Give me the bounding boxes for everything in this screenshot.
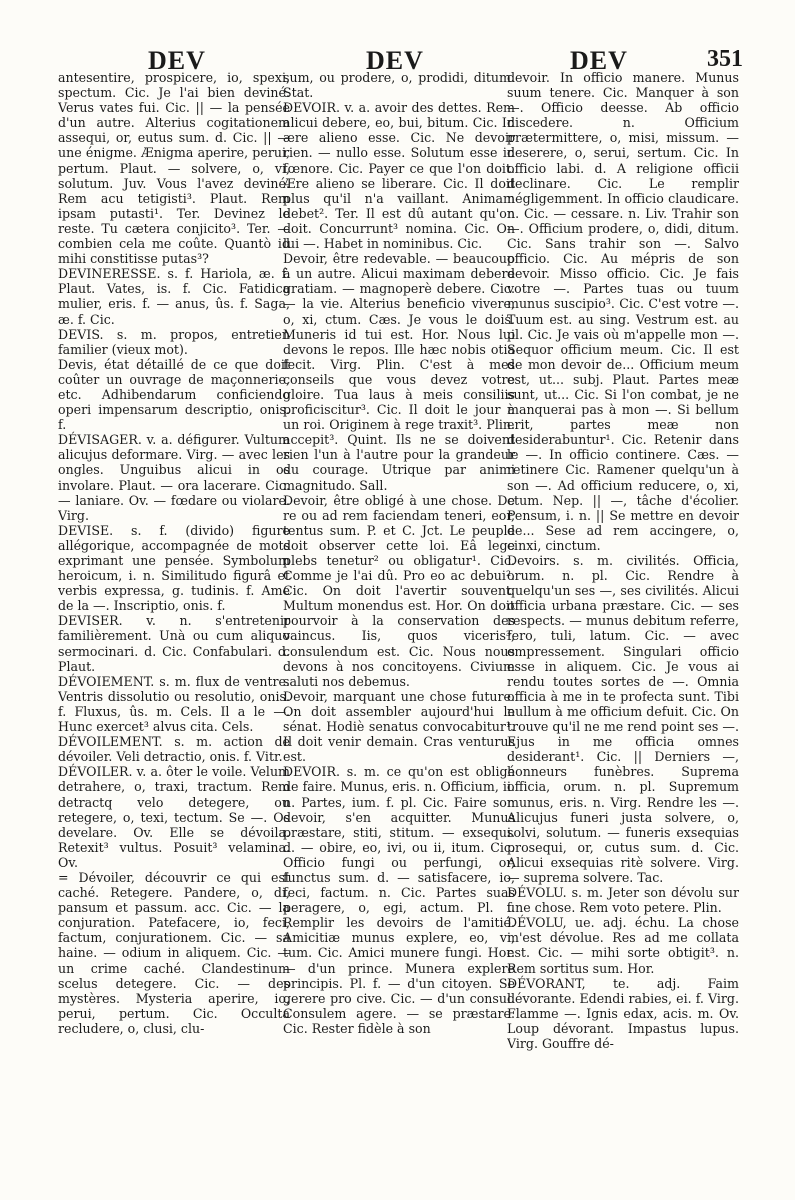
entry-text: DÉVOILER. v. a. ôter le voile. Velum detrahere, o, traxi, tractum. Rem detractq velo detegere, ou retegere, o, texi, tectum. Se —. Os develare. Ov. Elle se dévoila. Retexit³ vultus. Posuit³ velamina. Ov. [58, 764, 290, 870]
column-3 [507, 70, 739, 1130]
page-number: 351 [707, 46, 743, 72]
column-2 [283, 70, 515, 1130]
entry-text: DÉVOLU, ue. adj. échu. La chose m'est dévolue. Res ad me collata est. Cic. — mihi sorte obtigit³. n. Rem sortitus sum. Hor. [507, 915, 739, 976]
entry-text: DÉVOIEMENT. s. m. flux de ventre. Ventris dissolutio ou resolutio, onis. f. Fluxus, ûs. m. Cels. Il a le —. Hunc exercet³ alvus cita. Cels. [58, 673, 290, 735]
entry-text: devoir. In officio manere. Munus suum tenere. Cic. Manquer à son —. Officio deesse. Ab officio discedere. n. Officium prætermittere, o, misi, missum. — deserere, o, serui, sertum. Cic. In officio labi. d. A religione officii declinare. Cic. Le remplir négligemment. In officio claudicare. n. Cic. — cessare. n. Liv. Trahir son —. Officium prodere, o, didi, ditum. Cic. Sans trahir son —. Salvo officio. Cic. Au mépris de son devoir. Misso officio. Cic. Je fais votre —. Partes tuas ou tuum munus suscipio³. Cic. C'est votre —. Tuum est. au sing. Vestrum est. au pl. Cic. Je vais où m'appelle mon —. Sequor officium meum. Cic. Il est de mon devoir de... Officium meum est, ut... subj. Plaut. Partes meæ sunt, ut... Cic. Si l'on combat, je ne manquerai pas à mon —. Si bellum erit, partes meæ non desiderabuntur¹. Cic. Retenir dans le —. In officio continere. Cæs. — retinere Cic. Ramener quelqu'un à son —. Ad officium reducere, o, xi, ctum. Nep. || —, tâche d'écolier. Pensum, i. n. || Se mettre en devoir de... Sese ad rem accingere, o, cinxi, cinctum. [507, 70, 739, 553]
entry-text: DÉVOLU. s. m. Jeter son dévolu sur une chose. Rem voto petere. Plin. [507, 885, 739, 916]
entry-text: sum, ou prodere, o, prodidi, ditum. Stat. [283, 70, 515, 101]
entry-text: Devoir, marquant une chose future. On doit assembler aujourd'hui le sénat. Hodiè senatus convocabitur¹. Il doit venir demain. Cras venturus est. [283, 688, 515, 765]
entry-text: DEVOIR. v. a. avoir des dettes. Rem alicui debere, eo, bui, bitum. Cic. In ære alieno esse. Cic. Ne devoir rien. — nullo esse. Solutum esse in fœnore. Cic. Payer ce que l'on doit. Ære alieno se liberare. Cic. Il doit plus qu'il n'a vaillant. Animam debet². Ter. Il est dû autant qu'on doit. Concurrunt³ nomina. Cic. On lui —. Habet in nominibus. Cic. [283, 100, 515, 252]
entry-text: DEVINERESSE. s. f. Hariola, æ. f. Plaut. Vates, is. f. Cic. Fatidica mulier, eris. f. — anus, ûs. f. Saga, æ. f. Cic. [58, 266, 290, 327]
running-head-center: DEV [366, 46, 424, 75]
running-head-left: DEV [148, 46, 206, 75]
entry-text: Devoir, être obligé à une chose. De re ou ad rem faciendam teneri, eor, tentus sum. P. et C. Jct. Le peuple doit observer cette loi. Eâ lege plebs tenetur² ou obligatur¹. Cic. Comme je l'ai dû. Pro eo ac debui². Cic. On doit l'avertir souvent. Multum monendus est. Hor. On doit pourvoir à la conservation des vaincus. Iis, quos viceris³, consulendum est. Cic. Nous nous devons à nos concitoyens. Civium saluti nos debemus. [283, 492, 515, 689]
entry-text: DEVISE. s. f. (divido) figure allégorique, accompagnée de mots exprimant une pensée. Symbolum heroicum, i. n. Similitudo figurâ et verbis expressa, g. tudinis. f. Ame de la —. Inscriptio, onis. f. [58, 522, 290, 614]
entry-text: DEVOIR. s. m. ce qu'on est obligé de faire. Munus, eris. n. Officium, ii. n. Partes, ium. f. pl. Cic. Faire son devoir, s'en acquitter. Munus præstare, stiti, stitum. — exsequi. d. — obire, eo, ivi, ou ii, itum. Cic. Officio fungi ou perfungi, or, functus sum. d. — satisfacere, io, feci, factum. n. Cic. Partes suas peragere, o, egi, actum. Pl. f. Remplir les devoirs de l'amitié. Amicitiæ munus explere, eo, vi, tum. Cic. Amici munere fungi. Hor. — d'un prince. Munera explere principis. Pl. f. — d'un citoyen. Se gerere pro cive. Cic. — d'un consul. Consulem agere. — se præstare. Cic. Rester fidèle à son [283, 764, 515, 1036]
entry-text: Devoir, être redevable. — beaucoup à un autre. Alicui maximam debere gratiam. — magnoperè debere. Cic. — la vie. Alterius beneficio vivere, o, xi, ctum. Cæs. Je vous le dois. Muneris id tui est. Hor. Nous lui devons le repos. Ille hæc nobis otia fecit. Virg. Plin. C'est à mes conseils que vous devez votre gloire. Tua laus à meis consiliis proficiscitur³. Cic. Il doit le jour à un roi. Originem à rege traxit³. Plin. accepit³. Quint. Ils ne se doivent rien l'un à l'autre pour la grandeur du courage. Utrique par animi magnitudo. Sall. [283, 251, 515, 493]
entry-text: Devis, état détaillé de ce que doit coûter un ouvrage de maçonnerie, etc. Adhibendarum conficiendo operi impensarum descriptio, onis. f. [58, 356, 290, 433]
entry-text: antesentire, prospicere, io, spexi, spectum. Cic. Je l'ai bien deviné. Verus vates fui. Cic. || — la pensée d'un autre. Alterius cogitationem assequi, or, eutus sum. d. Cic. || — une énigme. Ænigma aperire, perui, pertum. Plaut. — solvere, o, vi, solutum. Juv. Vous l'avez deviné. Rem acu tetigisti³. Plaut. Rem ipsam putasti¹. Ter. Devinez le reste. Tu cætera conjicito³. Ter. — combien cela me coûte. Quantò id mihi constitisse putas³? [58, 70, 290, 267]
column-1 [58, 70, 290, 1130]
entry-text: = Dévoiler, découvrir ce qui est caché. Retegere. Pandere, o, di, pansum et passum. acc. Cic. — la conjuration. Patefacere, io, feci, factum, conjurationem. Cic. — sa haine. — odium in aliquem. Cic. — un crime caché. Clandestinum scelus detegere. Cic. — des mystères. Mysteria aperire, io, perui, pertum. Cic. Occulta recludere, o, clusi, clu- [58, 869, 290, 1036]
entry-text: DEVIS. s. m. propos, entretien familier (vieux mot). [58, 326, 290, 357]
entry-text: DÉVORANT, te. adj. Faim dévorante. Edendi rabies, ei. f. Virg. Flamme —. Ignis edax, acis. m. Ov. Loup dévorant. Impastus lupus. Virg. Gouffre dé- [507, 975, 739, 1051]
running-head-right: DEV [570, 46, 628, 75]
entry-text: Devoirs. s. m. civilités. Officia, orum. n. pl. Cic. Rendre à quelqu'un ses —, ses civilités. Alicui officia urbana præstare. Cic. — ses respects. — munus debitum referre, fero, tuli, latum. Cic. — avec empressement. Singulari officio esse in aliquem. Cic. Je vous ai rendu toutes sortes de —. Omnia officia à me in te profecta sunt. Tibi nullum à me officium defuit. Cic. On trouve qu'il ne me rend point ses —. Ejus in me officia omnes desiderant¹. Cic. || Derniers —, honneurs funèbres. Suprema officia, orum. n. pl. Supremum munus, eris. n. Virg. Rendre les —. Alicujus funeri justa solvere, o, solvi, solutum. — funeris exsequias prosequi, or, cutus sum. d. Cic. Alicui exsequias ritè solvere. Virg. — suprema solvere. Tac. [507, 553, 739, 885]
entry-text: DÉVISAGER. v. a. défigurer. Vultum alicujus deformare. Virg. — avec les ongles. Unguibus alicui in os involare. Plaut. — ora lacerare. Cic. — laniare. Ov. — fœdare ou violare. Virg. [58, 432, 290, 523]
entry-text: DEVISER. v. n. s'entretenir familièrement. Unà ou cum aliquo sermocinari. d. Cic. Confabulari. d. Plaut. [58, 613, 290, 674]
entry-text: DÉVOILEMENT. s. m. action de dévoiler. Veli detractio, onis. f. Vitr. [58, 734, 290, 765]
